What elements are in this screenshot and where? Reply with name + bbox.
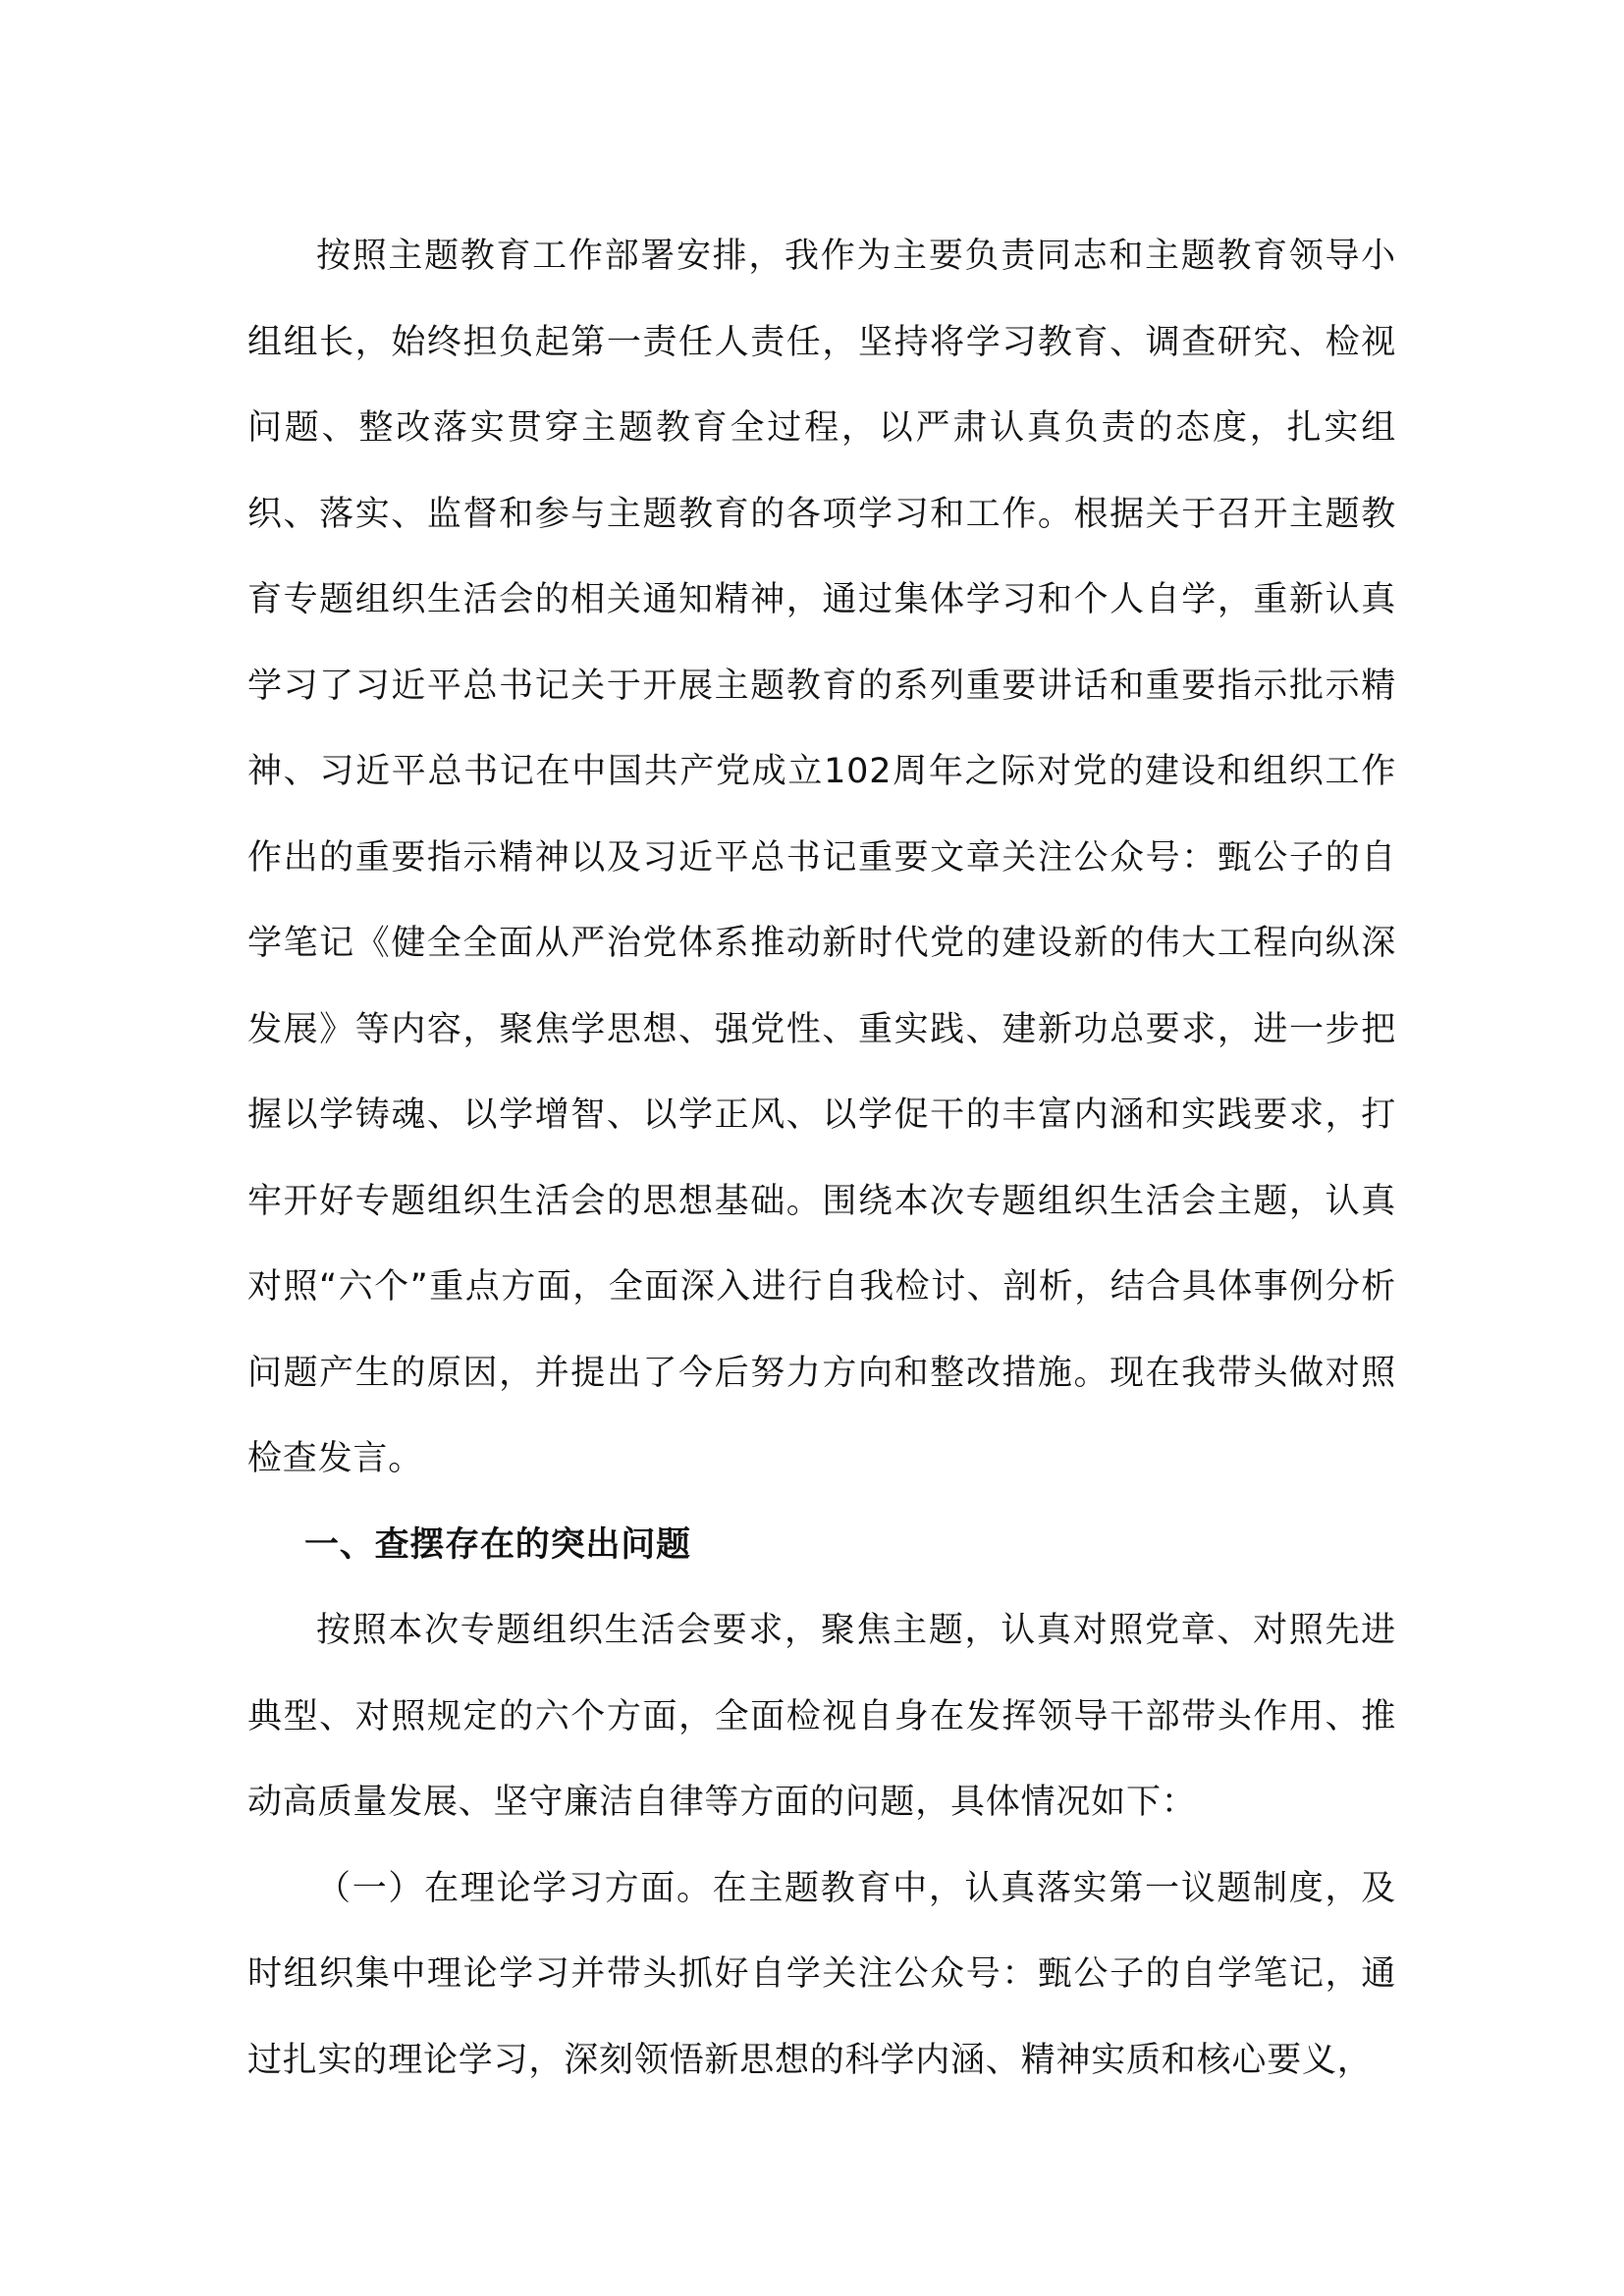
document-body — [247, 214, 1396, 2104]
section-item-paragraph: （一）在理论学习方面。在主题教育中，认真落实第一议题制度，及时组织集中理论学习并带头抓好自学关注公众号：甄公子的自学笔记，通过扎实的理论学习，深刻领悟新思想的科学内涵、精神实质和核心要义， — [247, 1868, 1396, 2080]
section-intro-paragraph: 按照本次专题组织生活会要求，聚焦主题，认真对照党章、对照先进典型、对照规定的六个方面，全面检视自身在发挥领导干部带头作用、推动高质量发展、坚守廉洁自律等方面的问题，具体情况如下： — [247, 1611, 1396, 1822]
intro-paragraph: 按照主题教育工作部署安排，我作为主要负责同志和主题教育领导小组组长，始终担负起第一责任人责任，坚持将学习教育、调查研究、检视问题、整改落实贯穿主题教育全过程，以严肃认真负责的态度，扎实组织、落实、监督和参与主题教育的各项学习和工作。根据关于召开主题教育专题组织生活会的相关通知精神，通过集体学习和个人自学，重新认真学习了习近平总书记关于开展主题教育的系列重要讲话和重要指示批示精神、习近平总书记在中国共产党成立102周年之际对党的建设和组织工作作出的重要指示精神以及习近平总书记重要文章关注公众号：甄公子的自学笔记《健全全面从严治党体系推动新时代党的建设新的伟大工程向纵深发展》等内容，聚焦学思想、强党性、重实践、建新功总要求，进一步把握以学铸魂、以学增智、以学正风、以学促干的丰富内涵和实践要求，打牢开好专题组织生活会的思想基础。围绕本次专题组织生活会主题，认真对照“六个”重点方面，全面深入进行自我检讨、剖析，结合具体事例分析问题产生的原因，并提出了今后努力方向和整改措施。现在我带头做对照检查发言。 — [247, 237, 1396, 1478]
section-heading: 一、查摆存在的突出问题 — [304, 1524, 691, 1565]
